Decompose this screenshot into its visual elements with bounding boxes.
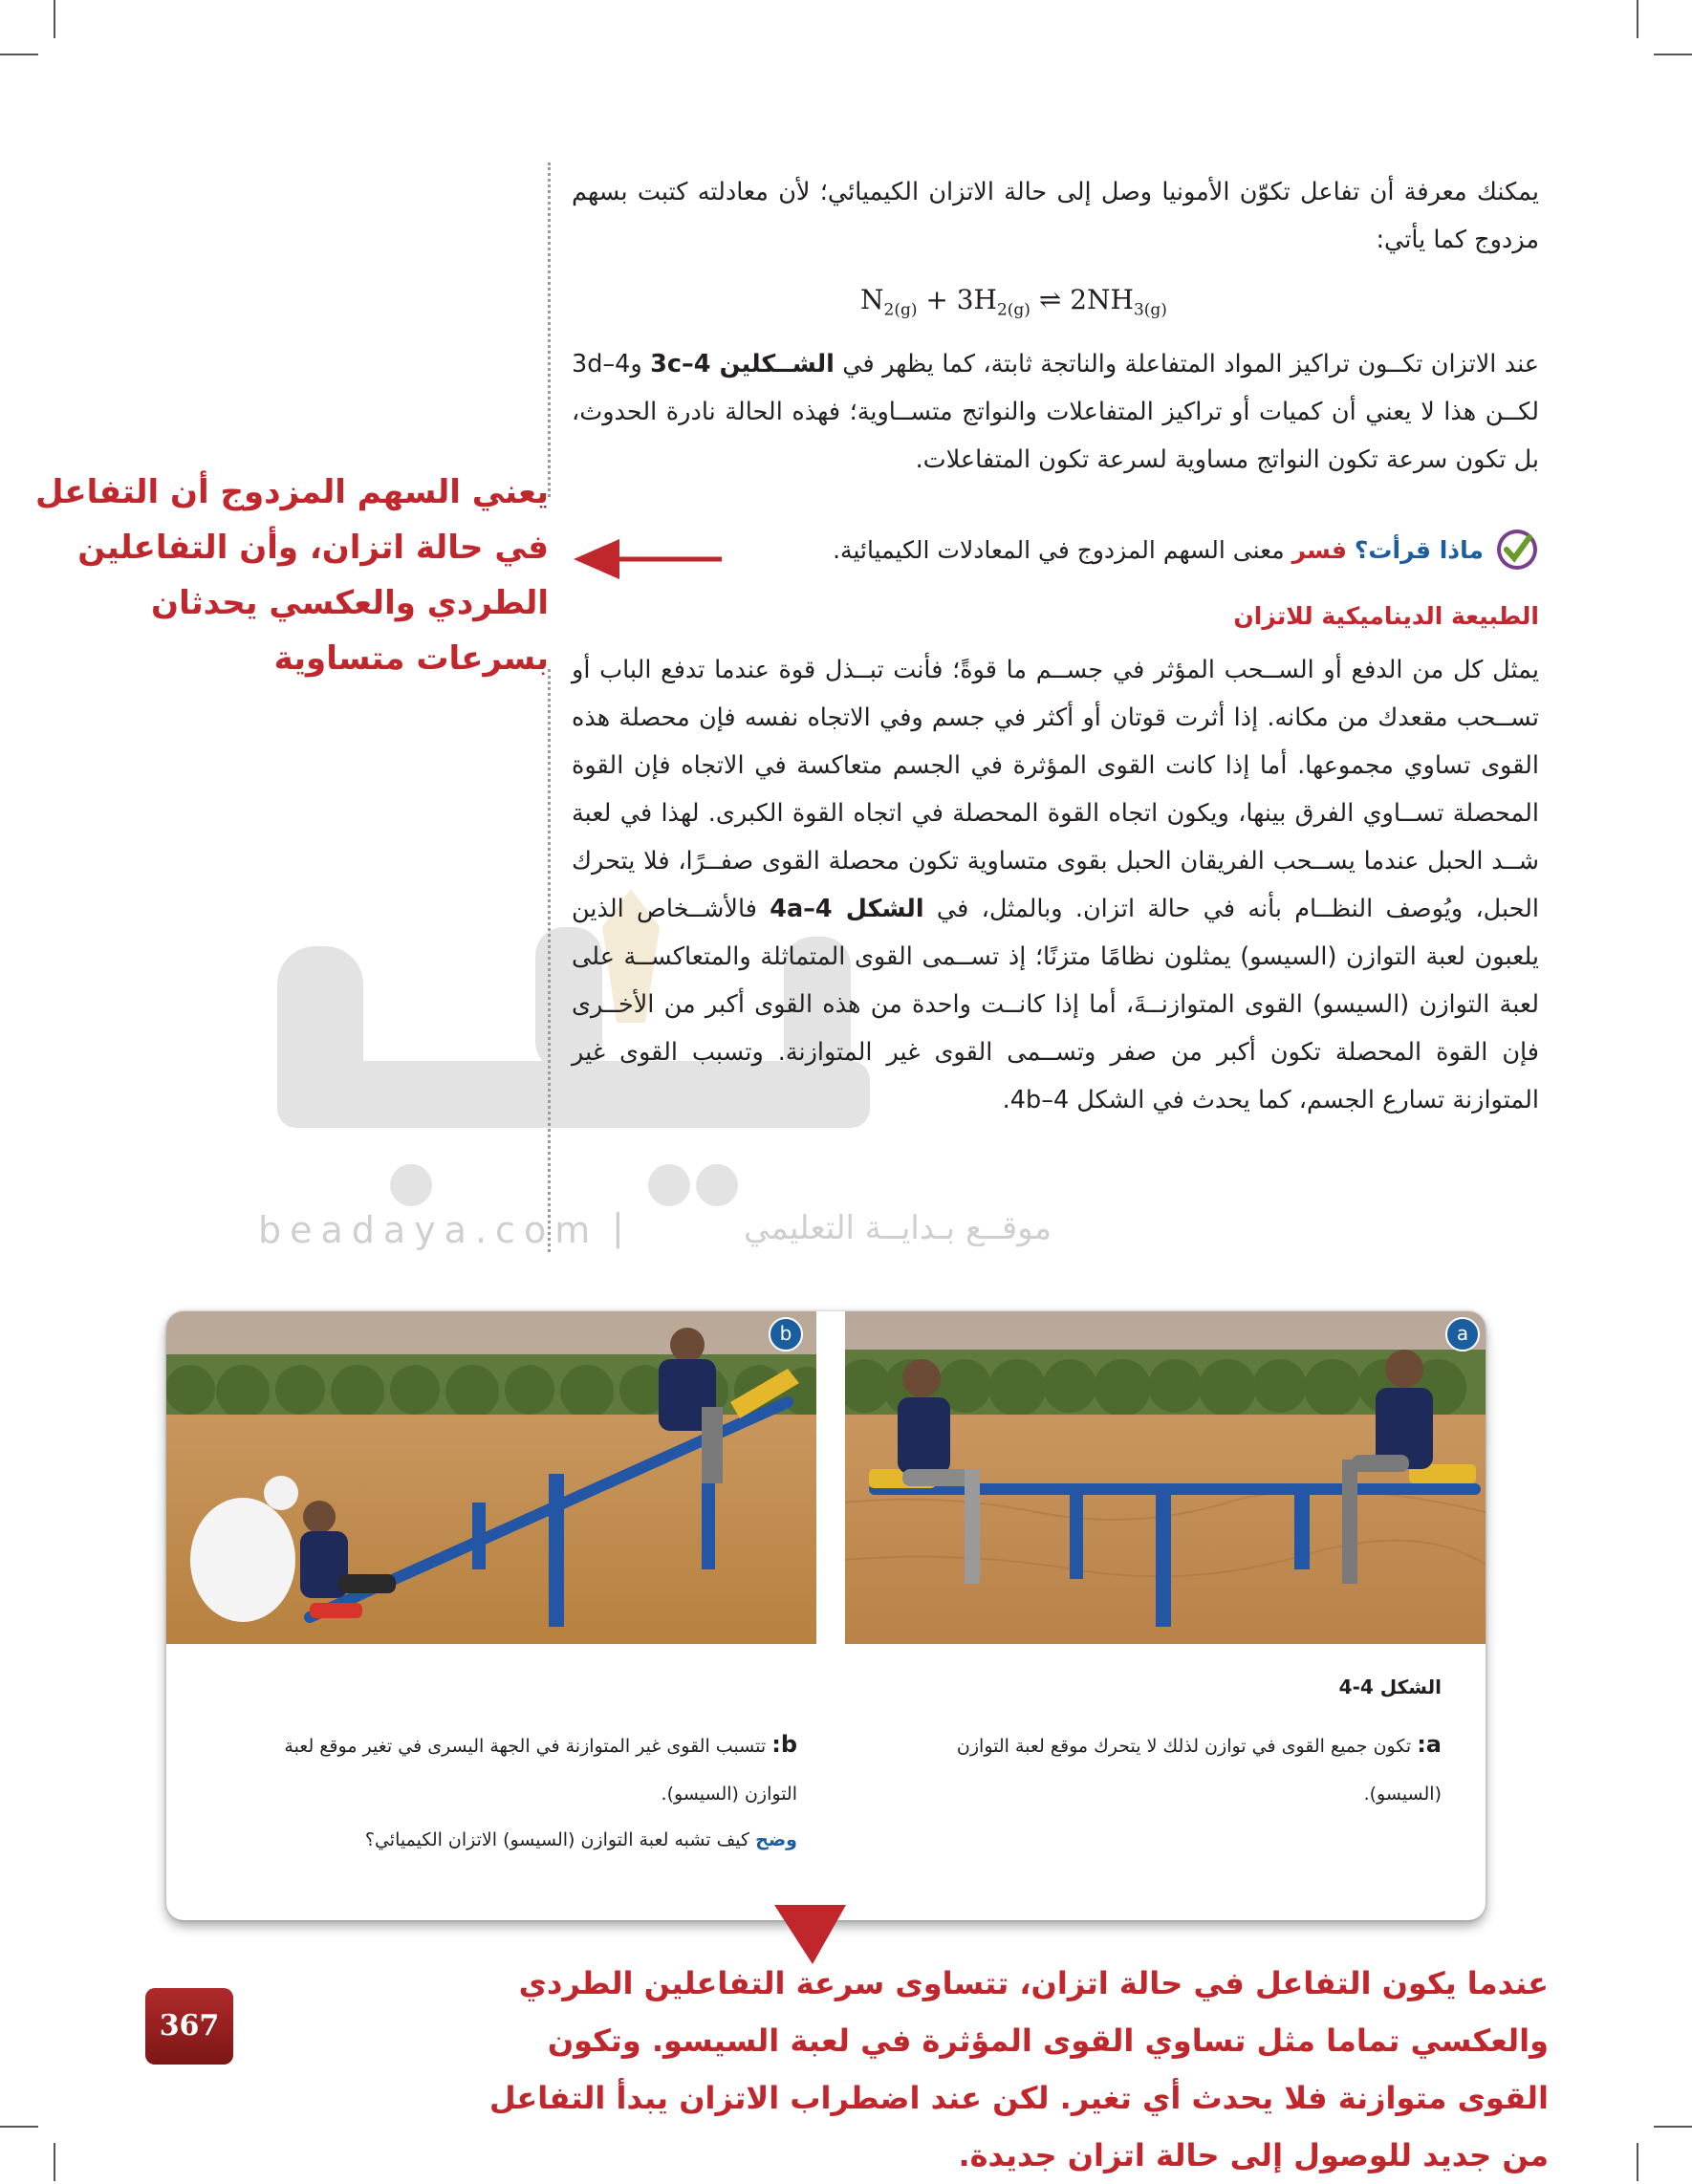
equilibrium-paragraph (572, 340, 1539, 484)
intro-text: يمكنك معرفة أن تفاعل تكوّن الأمونيا وصل إلى حالة الاتزان الكيميائي؛ لأن معادلته كتبت بسهم مزدوج كما يأتي: (572, 178, 1539, 254)
eq-part: ⇌ 2NH (1030, 284, 1134, 315)
check-icon (1495, 528, 1539, 572)
crop-mark (0, 54, 38, 55)
crop-mark (54, 0, 55, 38)
margin-rule (548, 669, 551, 1252)
p3-text: فالأشــخاص الذين يلعبون لعبة التوازن (السيسو) يمثلون نظامًا متزنًا؛ إذ تســمى القوى المتماثلة والمتعاكســة على لعبة التوازن (السيسو) القوى المتوازنــةَ، أما إذا كانــت واحدة من هذه القوى أكبر من الأخــرى فإن القوة المحصلة تكون أكبر من صفر وتســمى القوى غير المتوازنة. وتسبب القوى غير المتوازنة تسارع الجسم، كما يحدث في الشكل 4b–4. (572, 895, 1539, 1114)
figure-question (205, 1816, 797, 1864)
dynamic-paragraph (572, 646, 1539, 1124)
eq-sub: 3(g) (1133, 300, 1167, 320)
crop-mark (1637, 0, 1638, 38)
photo-seesaw-balanced (845, 1311, 1486, 1644)
crop-mark (54, 2143, 55, 2181)
figure-reference[interactable]: الشــكلين 3c–4 (650, 350, 835, 378)
figure-title-text: الشكل 4-4 (1338, 1676, 1442, 1698)
badge-a: a (1445, 1317, 1480, 1351)
eq-sub: 2(g) (883, 300, 918, 320)
bottom-note: عندما يكون التفاعل في حالة اتزان، تتساوى سرعة التفاعلين الطردي والعكسي تماما مثل تساوي القوى المؤثرة في لعبة السيسو. وتكون القوى متوازنة فلا يحدث أي تغير. لكن عند اضطراب الاتزان يبدأ التفاعل من جديد للوصول إلى حالة اتزان جديدة. (488, 1965, 1549, 2173)
figure-reference[interactable]: الشكل 4a–4 (770, 895, 924, 923)
watermark-separator: | (612, 1206, 633, 1248)
question-text: كيف تشبه لعبة التوازن (السيسو) الاتزان الكيميائي؟ (364, 1829, 756, 1850)
question-verb: وضح (755, 1829, 797, 1850)
crop-mark (1654, 54, 1692, 55)
caption-a (887, 1720, 1442, 1818)
crop-mark (1637, 2143, 1638, 2181)
eq-part: + 3H (917, 284, 997, 315)
photo-seesaw-unbalanced (166, 1311, 816, 1644)
caption-b-label: b: (771, 1731, 797, 1758)
arrow-left-icon (574, 535, 727, 583)
eq-sub: 2(g) (996, 300, 1030, 320)
figure-panel (166, 1311, 1486, 1920)
badge-b: b (769, 1317, 803, 1351)
watermark-arabic: موقــع بـدايــة التعليمي (744, 1209, 1052, 1247)
crop-mark (0, 2126, 38, 2128)
eq-part: N (860, 284, 884, 315)
figure-title (1339, 1663, 1442, 1711)
side-note: يعني السهم المزدوج أن التفاعل في حالة اتزان، وأن التفاعلين الطردي والعكسي يحدثان بسرعات متساوية (35, 473, 549, 678)
caption-a-text: تكون جميع القوى في توازن لذلك لا يتحرك موقع لعبة التوازن (السيسو). (956, 1736, 1442, 1805)
caption-b (262, 1720, 797, 1818)
check-label: ماذا قرأت؟ (1354, 536, 1484, 564)
crop-mark (1654, 2126, 1692, 2128)
p2-text: عند الاتزان تكــون تراكيز المواد المتفاعلة والناتجة ثابتة، كما يظهر في (834, 350, 1540, 378)
check-text: معنى السهم المزدوج في المعادلات الكيميائية. (833, 536, 1292, 564)
caption-b-text: تتسبب القوى غير المتوازنة في الجهة اليسرى في تغير موقع لعبة التوازن (السيسو). (284, 1736, 797, 1805)
check-verb: فسر (1291, 536, 1347, 564)
watermark-url: beadaya.com (258, 1209, 599, 1251)
margin-rule (548, 162, 551, 497)
intro-paragraph (572, 168, 1539, 264)
ammonia-equation (860, 284, 1167, 320)
p3-text: يمثل كل من الدفع أو الســحب المؤثر في جســم ما قوةً؛ فأنت تبــذل قوة عندما تدفع الباب أو تســحب مقعدك من مكانه. إذا أثرت قوتان أو أكثر في جسم وفي الاتجاه نفسه فإن محصلة هذه القوى تساوي مجموعها. أما إذا كانت القوى المؤثرة في الجسم متعاكسة في الاتجاه فإن القوة المحصلة تســاوي الفرق بينها، ويكون اتجاه القوة المحصلة في اتجاه القوة الكبرى. لهذا في لعبة شــد الحبل عندما يســحب الفريقان الحبل بقوى متساوية تكون محصلة القوى صفــرًا، فلا يتحرك الحبل، ويُوصف النظــام بأنه في حالة اتزان. وبالمثل، في (572, 656, 1540, 923)
p2-text: و3d–4 لكــن هذا لا يعني أن كميات أو تراكيز المتفاعلات والنواتج متســاوية؛ فهذه الحالة نادرة الحدوث، بل تكون سرعة تكون النواتج مساوية لسرعة تكون المتفاعلات. (572, 350, 1539, 474)
section-heading: الطبيعة الديناميكية للاتزان (1233, 602, 1539, 630)
caption-a-label: a: (1417, 1731, 1442, 1758)
page-number: 367 (145, 1988, 233, 2065)
